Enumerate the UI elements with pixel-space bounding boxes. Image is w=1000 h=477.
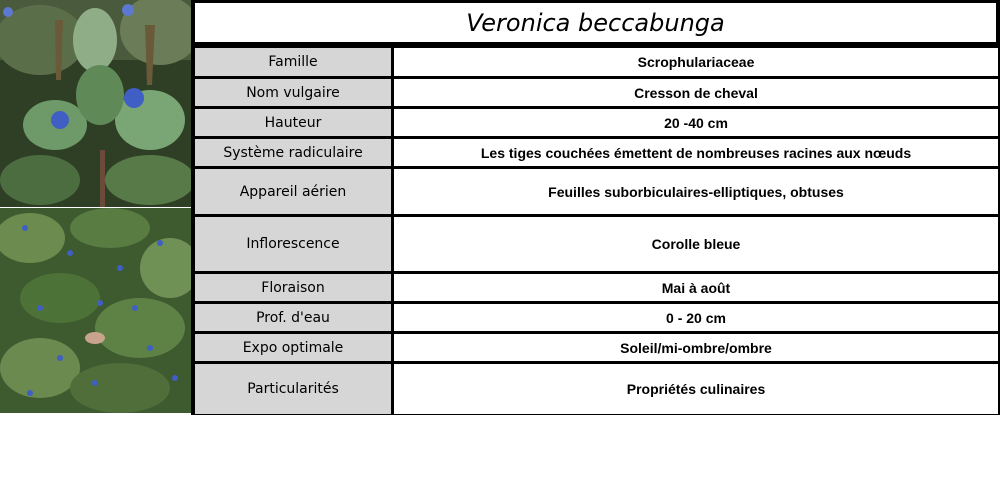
table-row	[193, 79, 998, 106]
table-row	[193, 169, 998, 214]
plant-photos	[0, 0, 191, 413]
row-value: Feuilles suborbiculaires-elliptiques, obtuses	[394, 169, 998, 214]
row-value: Scrophulariaceae	[394, 48, 998, 76]
species-title: Veronica beccabunga	[195, 3, 996, 42]
properties-table	[193, 45, 998, 417]
row-label: Particularités	[193, 364, 391, 414]
table-row	[193, 334, 998, 361]
row-label: Famille	[193, 48, 391, 76]
table-row	[193, 274, 998, 301]
row-label: Système radiculaire	[193, 139, 391, 166]
row-label: Nom vulgaire	[193, 79, 391, 106]
row-label: Inflorescence	[193, 217, 391, 271]
table-row	[193, 48, 998, 76]
row-value: Cresson de cheval	[394, 79, 998, 106]
row-value: 20 -40 cm	[394, 109, 998, 136]
row-value: 0 - 20 cm	[394, 304, 998, 331]
table-row	[193, 304, 998, 331]
row-label: Appareil aérien	[193, 169, 391, 214]
row-label: Hauteur	[193, 109, 391, 136]
table-row	[193, 139, 998, 166]
row-value: Mai à août	[394, 274, 998, 301]
table-row	[193, 217, 998, 271]
row-label: Floraison	[193, 274, 391, 301]
row-label: Prof. d'eau	[193, 304, 391, 331]
table-row	[193, 109, 998, 136]
row-value: Soleil/mi-ombre/ombre	[394, 334, 998, 361]
plant-field-photo	[0, 208, 191, 413]
row-value: Corolle bleue	[394, 217, 998, 271]
plant-closeup-photo	[0, 0, 191, 207]
species-sheet	[191, 0, 1000, 415]
table-row	[193, 364, 998, 414]
row-value: Propriétés culinaires	[394, 364, 998, 414]
row-value: Les tiges couchées émettent de nombreuses racines aux nœuds	[394, 139, 998, 166]
row-label: Expo optimale	[193, 334, 391, 361]
